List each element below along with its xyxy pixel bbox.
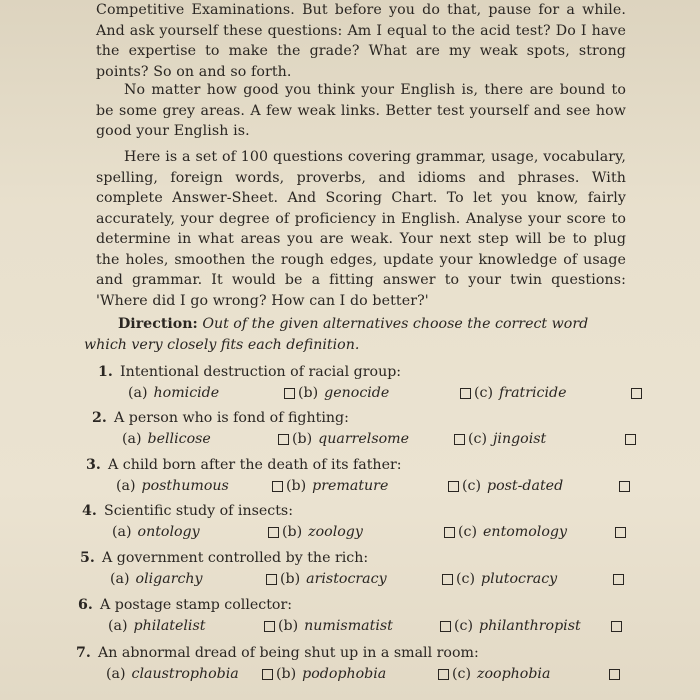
option-b [292,428,409,450]
question-stem [76,643,636,663]
question-text: An abnormal dread of being shut up in a small room: [98,645,479,661]
option-a [112,521,200,543]
option-b [276,663,386,685]
option-word: numismatist [304,618,393,634]
option-label: (b) [298,385,319,401]
option-c [468,428,546,450]
option-word: oligarchy [135,571,203,587]
option-label: (b) [286,478,307,494]
question-options [82,521,642,543]
answer-checkbox-c[interactable] [609,669,620,680]
intro-paragraph-3-text: Here is a set of 100 questions covering grammar, usage, vocabulary, spelling, foreign words, proverbs, and idioms and phrases. With complete Answer-Sheet. And Scoring Chart. To let you know, fairly accurately, your degree of proficiency in English. Analyse your score to determine in what areas you are weak. Your next step will be to plug the holes, smoothen the rough edges, update your knowledge of usage and grammar. It would be a fitting answer to your twin questions: 'Where did I go wrong? How can I do better?' [96,149,626,309]
question-number: 5. [80,550,95,566]
question-item [78,595,638,637]
option-a [108,615,205,637]
question-text: A child born after the death of its father: [108,457,402,473]
option-word: ontology [137,524,200,540]
question-stem [78,595,638,615]
option-a [116,475,229,497]
answer-checkbox-a[interactable] [264,621,275,632]
question-item [98,362,658,404]
answer-checkbox-b[interactable] [438,669,449,680]
option-word: genocide [324,385,390,401]
question-item [76,643,636,685]
option-label: (b) [292,431,313,447]
option-label: (c) [468,431,488,447]
option-label: (c) [456,571,476,587]
option-label: (c) [452,666,472,682]
question-options [98,382,658,404]
option-word: zoophobia [477,666,551,682]
question-options [78,615,638,637]
option-word: homicide [153,385,220,401]
option-word: bellicose [147,431,211,447]
option-c [454,615,581,637]
answer-checkbox-b[interactable] [460,388,471,399]
option-c [462,475,563,497]
direction-text: Out of the given alternatives choose the correct word which very closely fits each definition. [84,316,589,353]
option-word: claustrophobia [131,666,239,682]
option-label: (c) [454,618,474,634]
question-number: 4. [82,503,97,519]
direction-block [84,314,629,355]
question-number: 3. [86,457,101,473]
question-item [80,548,640,590]
question-text: Intentional destruction of racial group: [120,364,402,380]
question-options [92,428,652,450]
answer-checkbox-c[interactable] [631,388,642,399]
option-label: (b) [278,618,299,634]
question-number: 7. [76,645,91,661]
option-a [128,382,219,404]
option-a [122,428,211,450]
answer-checkbox-c[interactable] [615,527,626,538]
option-label: (a) [128,385,148,401]
option-c [458,521,567,543]
answer-checkbox-b[interactable] [448,481,459,492]
option-label: (b) [276,666,297,682]
option-label: (b) [280,571,301,587]
intro-paragraph-3 [96,147,626,311]
option-c [456,568,557,590]
question-options [76,663,636,685]
option-c [474,382,567,404]
option-word: posthumous [141,478,229,494]
question-number: 2. [92,410,107,426]
option-label: (a) [116,478,136,494]
option-label: (a) [112,524,132,540]
option-c [452,663,550,685]
option-a [106,663,239,685]
question-stem [86,455,646,475]
option-label: (a) [108,618,128,634]
answer-checkbox-c[interactable] [625,434,636,445]
option-word: podophobia [302,666,387,682]
option-word: zoology [308,524,363,540]
direction-label: Direction: [118,316,198,332]
option-word: philatelist [133,618,206,634]
question-text: A person who is fond of fighting: [114,410,349,426]
question-text: Scientific study of insects: [104,503,293,519]
option-label: (c) [474,385,494,401]
question-stem [80,548,640,568]
answer-checkbox-b[interactable] [444,527,455,538]
answer-checkbox-c[interactable] [613,574,624,585]
option-word: entomology [483,524,567,540]
option-label: (a) [106,666,126,682]
question-item [92,408,652,450]
option-word: philanthropist [479,618,581,634]
question-item [82,501,642,543]
question-text: A postage stamp collector: [100,597,293,613]
option-a [110,568,203,590]
answer-checkbox-a[interactable] [278,434,289,445]
option-word: post-dated [487,478,564,494]
option-label: (a) [122,431,142,447]
answer-checkbox-a[interactable] [262,669,273,680]
question-text: A government controlled by the rich: [102,550,369,566]
option-b [278,615,393,637]
option-word: plutocracy [481,571,558,587]
answer-checkbox-c[interactable] [611,621,622,632]
answer-checkbox-b[interactable] [454,434,465,445]
answer-checkbox-a[interactable] [266,574,277,585]
option-word: jingoist [493,431,547,447]
question-number: 6. [78,597,93,613]
question-options [80,568,640,590]
question-item [86,455,646,497]
intro-paragraph-1-text: Competitive Examinations. But before you do that, pause for a while. And ask yourself these questions: Am I equal to the acid test? Do I have the expertise to make the grade? What are my weak spots, strong points? So on and so forth. [96,2,626,80]
question-stem [92,408,652,428]
answer-checkbox-b[interactable] [440,621,451,632]
option-b [298,382,389,404]
option-word: premature [312,478,389,494]
option-b [280,568,387,590]
answer-checkbox-a[interactable] [284,388,295,399]
intro-paragraph-2-text: No matter how good you think your English is, there are bound to be some grey areas. A few weak links. Better test yourself and see how good your English is. [96,82,626,139]
question-number: 1. [98,364,113,380]
option-word: fratricide [499,385,567,401]
intro-paragraph-1 [96,0,626,82]
answer-checkbox-c[interactable] [619,481,630,492]
question-options [86,475,646,497]
question-stem [82,501,642,521]
intro-paragraph-2 [96,80,626,142]
option-b [282,521,363,543]
question-stem [98,362,658,382]
answer-checkbox-a[interactable] [272,481,283,492]
option-label: (a) [110,571,130,587]
option-label: (c) [462,478,482,494]
answer-checkbox-a[interactable] [268,527,279,538]
answer-checkbox-b[interactable] [442,574,453,585]
option-label: (b) [282,524,303,540]
option-word: quarrelsome [318,431,410,447]
option-b [286,475,388,497]
option-word: aristocracy [306,571,387,587]
option-label: (c) [458,524,478,540]
